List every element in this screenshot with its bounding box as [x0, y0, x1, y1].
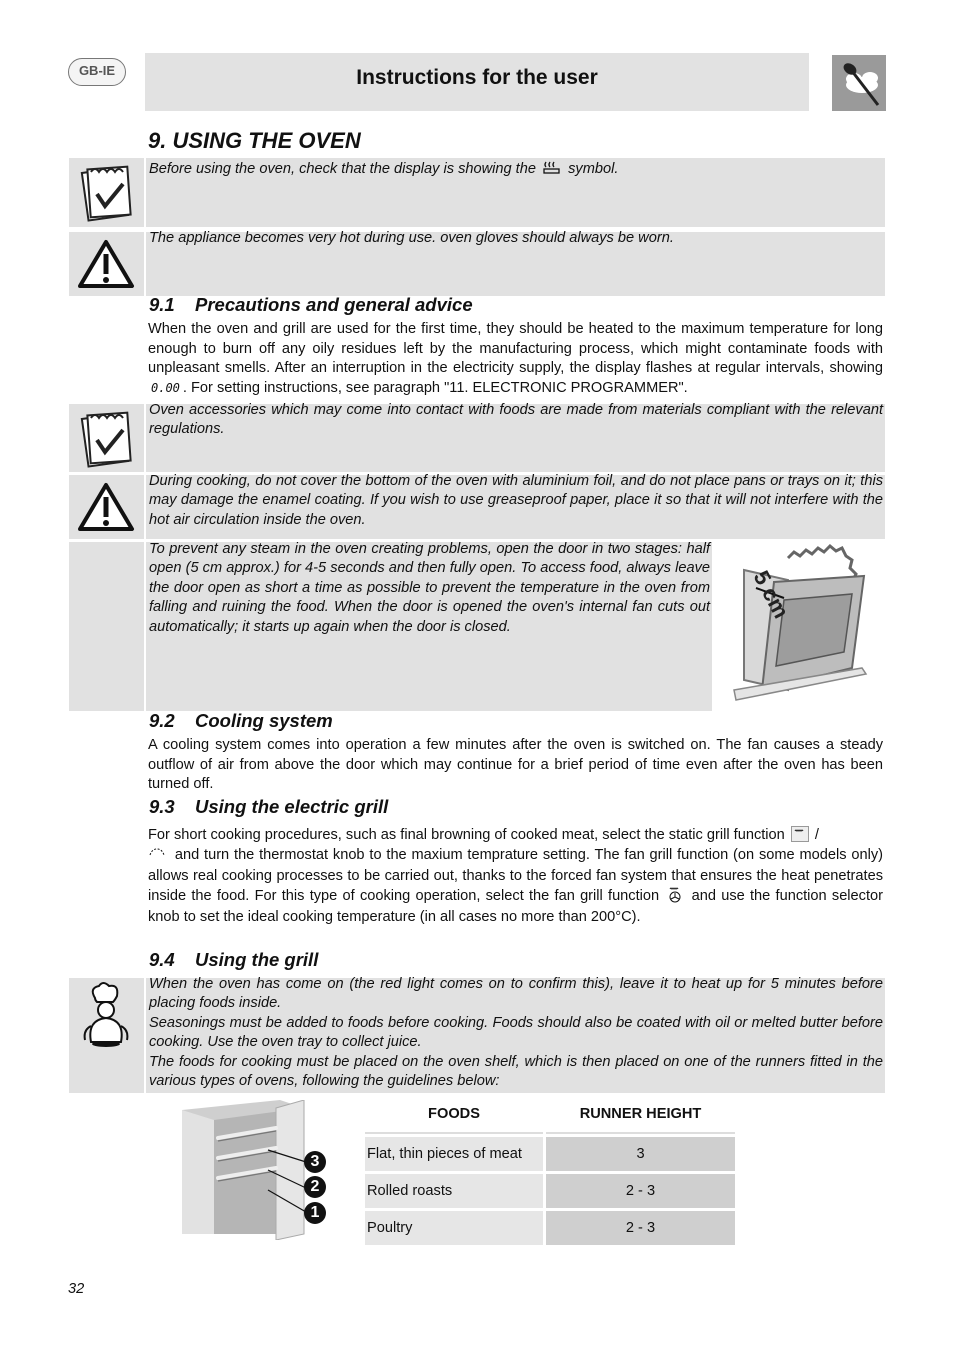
runner-label-3: 3: [304, 1151, 326, 1173]
subsection-9-4-title: 9.4 Using the grill: [149, 949, 319, 970]
display-flash-readout: 0.00: [151, 380, 180, 395]
table-row: [365, 1211, 735, 1245]
grill-instructions: [149, 975, 883, 1091]
height-cell: 3: [546, 1137, 735, 1171]
gloves-warning: The appliance becomes very hot during use. oven gloves should always be worn.: [149, 230, 674, 246]
fan-grill-icon: [666, 886, 684, 904]
door-gap-label: 5 cm: [748, 566, 795, 623]
food-cell: Rolled roasts: [365, 1174, 543, 1208]
steam-note: To prevent any steam in the oven creating problems, open the door in two stages: half open (5 cm approx.) for 4-5 seconds and then fully open. To access food, always leave the door open as short a time as possible to prevent the temperature in the oven from falling and ruining the food. When the door is opened the oven's internal fan cuts out automatically; it starts up again when the door is closed.: [149, 541, 710, 635]
blank-icon-box: [69, 542, 144, 711]
cooking-symbol-icon: [543, 161, 561, 175]
warning-icon-box: [69, 475, 144, 539]
accessories-note: Oven accessories which may come into contact with foods are made from materials compliant with the relevant regulations.: [149, 402, 883, 438]
runner-height-table: [362, 1093, 738, 1248]
height-cell: 2 - 3: [546, 1211, 735, 1245]
note-icon-box: [69, 158, 144, 227]
chef-spoon-logo-icon: [832, 55, 886, 111]
notepad-check-icon: [69, 404, 144, 472]
chef-icon-box: [69, 978, 144, 1093]
oven-door-illustration: [726, 540, 876, 710]
electric-grill-paragraph: For short cooking procedures, such as final browning of cooked meat, select the static grill function / and turn the thermostat knob to the maxium temprature setting. The fan grill function (on some models only) allows real cooking processes to be carried out, thanks to the forced fan system that ensures the heat penetrates inside the food. For this type of cooking operation, select the fan grill function and use the function selector knob to set the ideal cooking temperature (in all cases no more than 200°C).: [148, 827, 884, 925]
cooling-paragraph: A cooling system comes into operation a few minutes after the oven is switched on. The fan causes a steady outflow of air from above the door which may continue for a brief period of time even after the oven has been turned off.: [148, 737, 883, 793]
food-cell: Flat, thin pieces of meat: [365, 1137, 543, 1171]
warning-triangle-icon: [69, 475, 144, 539]
subsection-9-2-title: 9.2 Cooling system: [149, 710, 333, 731]
height-cell: 2 - 3: [546, 1174, 735, 1208]
table-header-row: [365, 1096, 735, 1134]
static-grill-icon: [791, 826, 809, 842]
warning-icon-box: [69, 232, 144, 296]
table-row: [365, 1174, 735, 1208]
table-row: [365, 1137, 735, 1171]
subsection-9-3-title: 9.3 Using the electric grill: [149, 796, 389, 817]
notepad-check-icon: [69, 158, 144, 227]
subsection-9-1-title: 9.1 Precautions and general advice: [149, 294, 473, 315]
note-icon-box: [69, 404, 144, 472]
grill-icon: [148, 846, 166, 862]
grill-instruction-3: The foods for cooking must be placed on the oven shelf, which is then placed on one of the runners fitted in the various types of ovens, following the guidelines below:: [149, 1053, 883, 1090]
runner-label-1: 1: [304, 1202, 326, 1224]
page-number: 32: [68, 1281, 85, 1297]
grill-instruction-1: When the oven has come on (the red light comes on to confirm this), leave it to heat up for 5 minutes before placing foods inside.: [149, 976, 883, 1012]
note-text-before: Before using the oven, check that the display is showing the: [149, 161, 536, 177]
food-cell: Poultry: [365, 1211, 543, 1245]
chef-icon: [69, 980, 144, 1060]
table-header-foods: FOODS: [365, 1096, 543, 1134]
section-title: 9. USING THE OVEN: [148, 128, 361, 153]
warning-triangle-icon: [69, 232, 144, 296]
region-badge: GB-IE: [68, 58, 126, 86]
grill-instruction-2: Seasonings must be added to foods before cooking. Foods should also be coated with oil or melted butter before cooking. Use the oven tray to collect juice.: [149, 1014, 883, 1051]
runner-label-2: 2: [304, 1176, 326, 1198]
foil-warning: During cooking, do not cover the bottom of the oven with aluminium foil, and do not place pans or trays on it; this may damage the enamel coating. If you wish to use greaseproof paper, place it so that it will not interfere with the hot air circulation inside the oven.: [149, 473, 883, 528]
table-header-runner-height: RUNNER HEIGHT: [546, 1096, 735, 1134]
first-use-paragraph: When the oven and grill are used for the first time, they should be heated to the maximum temperature for long enough to burn off any oily residues left by the manufacturing process, which might contaminate foods with unpleasant smells. After an interruption in the electricity supply, the display flashes at regular intervals, showing 0.00 . For setting instructions, see paragraph "11. ELECTRONIC PROGRAMMER".: [148, 321, 883, 396]
page-header-title: Instructions for the user: [356, 66, 598, 89]
display-check-note: [149, 160, 883, 179]
note-text-after: symbol.: [568, 161, 619, 177]
